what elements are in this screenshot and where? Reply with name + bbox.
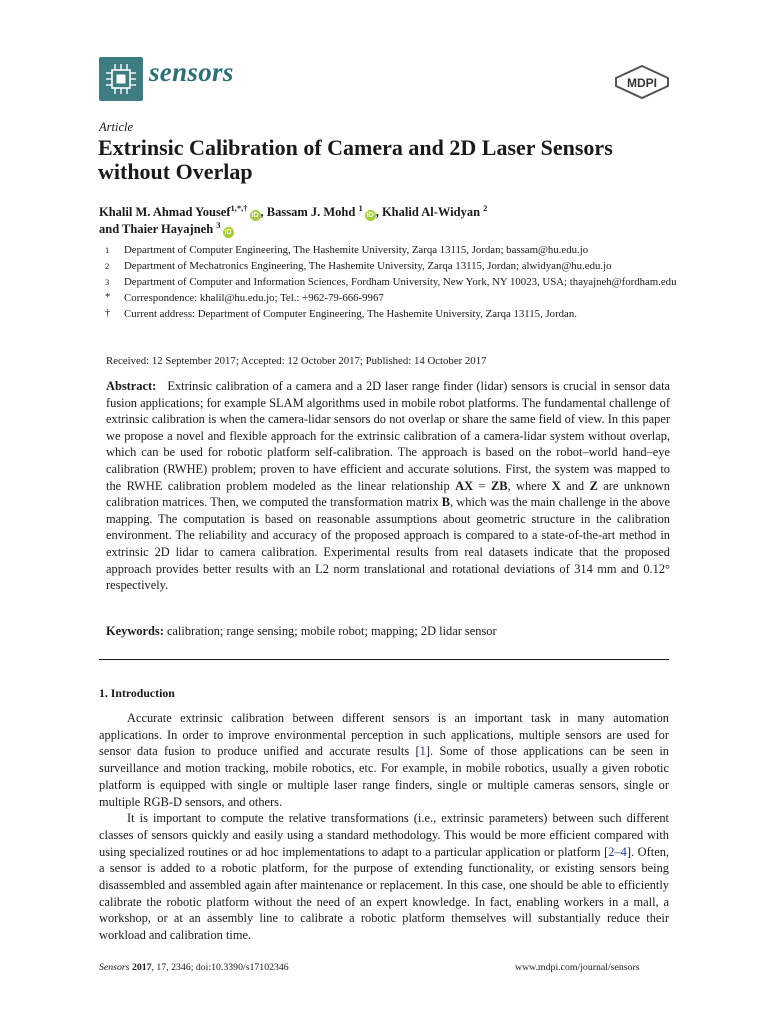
orcid-icon[interactable]: iD	[224, 229, 232, 236]
section-heading: 1. Introduction	[99, 686, 175, 700]
mdpi-logo[interactable]	[612, 64, 672, 100]
footer-url[interactable]: www.mdpi.com/journal/sensors	[515, 962, 640, 973]
keywords: Keywords: calibration; range sensing; mobile robot; mapping; 2D lidar sensor	[106, 624, 497, 638]
section-divider	[99, 659, 669, 660]
affiliation-item: 3 Department of Computer and Information Sciences, Fordham University, New York, NY 10023, USA; thayajneh@fordham.edu	[105, 275, 677, 288]
affiliation-item: 1 Department of Computer Engineering, The Hashemite University, Zarqa 13115, Jordan; bassam@hu.edu.jo	[105, 244, 589, 256]
paper-title: Extrinsic Calibration of Camera and 2D Laser Sensors without Overlap	[98, 135, 613, 184]
citation-link[interactable]: 1	[419, 744, 426, 759]
article-type: Article	[99, 120, 134, 134]
author-affil-mark: 3	[216, 220, 221, 230]
abstract: Abstract: Extrinsic calibration of a camera and a 2D laser range finder (lidar) sensors is crucial in sensor data fusion applications; for example SLAM algorithms used in mobile robot platforms. The fundamental challenge of extrinsic calibration is when the camera-lidar sensors do not overlap or share the same field of view. In this paper we propose a novel and flexible approach for the extrinsic calibration of a camera-lidar system without overlap, which can be used for robotic platform self-calibration. The approach is based on the robot–world hand–eye calibration (RWHE) problem; proven to have efficient and accurate solutions. First, the system was mapped to the RWHE calibration problem modeled as the linear relationship AX = ZB, where X and Z are unknown calibration matrices. Then, we computed the transformation matrix B, which was the main challenge in the above mapping. The computation is based on reasonable assumptions about geometric structure in the calibration environment. The reliability and accuracy of the proposed approach is compared to a state-of-the-art method in extrinsic 2D lidar to camera calibration. Experimental results from real datasets indicate that the proposed approach provides better results with an L2 norm translational and rotational deviations of 314 mm and 0.12° respectively.	[106, 379, 671, 593]
author-name: Bassam J. Mohd	[266, 205, 356, 219]
keywords-label: Keywords:	[106, 624, 164, 638]
author-list: Khalil M. Ahmad Yousef$^{1,*,\dagger}$iD , Bassam J. Mohd $^1$iD , Khalid Al-Widyan $^2$ and Thaier Hayajneh $^3$iD	[99, 203, 488, 236]
correspondence-note: * Correspondence: khalil@hu.edu.jo; Tel.: +962-79-666-9967	[105, 291, 384, 304]
author-affil-mark: 2	[483, 203, 488, 213]
affiliation-item: 2 Department of Mechatronics Engineering, The Hashemite University, Zarqa 13115, Jordan; alwidyan@hu.edu.jo	[105, 259, 612, 272]
affiliations	[99, 243, 679, 322]
author-affil-mark: 1	[358, 203, 363, 213]
orcid-icon[interactable]: iD	[366, 212, 374, 219]
current-address-note: † Current address: Department of Computer Engineering, The Hashemite University, Zarqa 13115, Jordan.	[105, 307, 577, 320]
author-name: Khalil M. Ahmad Yousef	[99, 205, 231, 219]
paragraph: Accurate extrinsic calibration between different sensors is an important task in many automation applications. In order to improve environmental perception in such applications, multiple sensors are used for sensor data fusion to produce unified and accurate results [1]. Some of those applications can be seen in surveillance and motion tracking, mobile robotics, etc. For example, in mobile robotics, usually a given robotic platform is equipped with single or multiple laser range finders, single or multiple cameras sensors, single or multiple RGB-D sensors, and others.	[99, 711, 669, 809]
sensors-chip-icon	[99, 57, 143, 101]
author-name: and Thaier Hayajneh	[99, 222, 214, 236]
section-body	[99, 710, 669, 944]
footer-citation: Sensors 2017, 17, 2346; doi:10.3390/s17102346	[99, 962, 289, 973]
author-affil-mark: 1,*,†	[230, 203, 248, 213]
publication-dates: Received: 12 September 2017; Accepted: 12 October 2017; Published: 14 October 2017	[106, 355, 487, 367]
orcid-icon[interactable]: iD	[251, 212, 259, 219]
paragraph: It is important to compute the relative transformations (i.e., extrinsic parameters) between such different classes of sensors quickly and easily using a standard methodology. This would be more efficient compared with using specialized routines or ad hoc implementations to adapt to a particular application or platform [2–4]. Often, a sensor is added to a robotic platform, for the purpose of extending functionality, or existing sensors being disassembled and assembled again after maintenance or replacement. In this case, one should be able to efficiently calibrate the robotic platform without the need of an expert knowledge. In fact, enabling workers in a mall, a workshop, or at an assembly line to calibrate a robotic platform themselves will substantially reduce their workload and calibration time.	[99, 811, 669, 943]
journal-name: sensors	[149, 57, 234, 87]
author-name: Khalid Al-Widyan	[381, 205, 481, 219]
citation-link[interactable]: 2–4	[608, 844, 627, 859]
publisher-logo-text: MDPI	[627, 76, 657, 90]
abstract-label: Abstract:	[106, 379, 157, 393]
